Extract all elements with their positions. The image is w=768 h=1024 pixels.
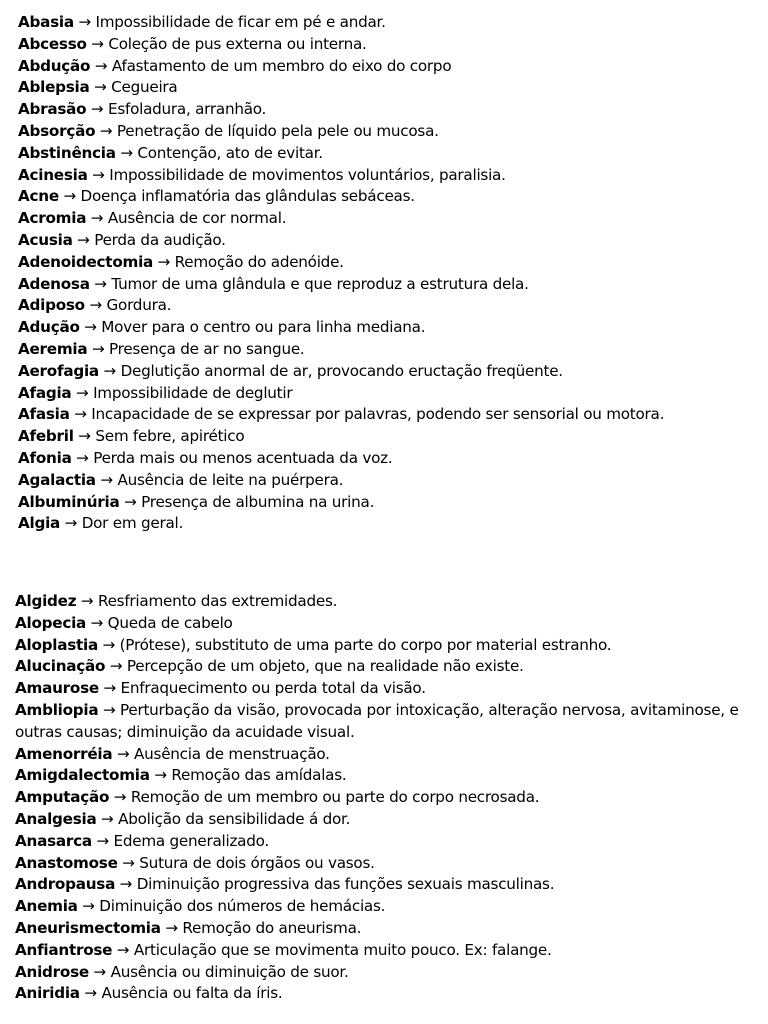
glossary-entry (18, 121, 758, 143)
glossary-entry (15, 765, 755, 787)
entry-term: Anemia (15, 897, 78, 916)
entry-definition: (Prótese), substituto de uma parte do corpo por material estranho. (119, 635, 612, 654)
arrow-icon: → (63, 187, 76, 206)
entry-term: Ablepsia (18, 78, 90, 97)
glossary-entry (18, 448, 758, 470)
entry-term: Adiposo (18, 296, 85, 315)
entry-definition: Enfraquecimento ou perda total da visão. (120, 679, 426, 698)
entry-term: Amenorréia (15, 744, 113, 763)
glossary-entry (18, 230, 758, 252)
arrow-icon: → (103, 361, 116, 380)
entry-definition: Doença inflamatória das glândulas sebáceas. (80, 187, 415, 206)
arrow-icon: → (78, 13, 91, 31)
entry-term: Anastomose (15, 853, 118, 872)
glossary-entry (18, 404, 758, 426)
arrow-icon: → (109, 657, 123, 676)
arrow-icon: → (157, 252, 171, 271)
entry-term: Aniridia (15, 984, 80, 1003)
glossary-entry (15, 678, 755, 700)
entry-term: Ambliopia (15, 700, 99, 719)
entry-definition: Diminuição dos números de hemácias. (99, 897, 386, 916)
entry-definition: Perda da audição. (94, 230, 226, 249)
entry-definition: Impossibilidade de deglutir (93, 383, 293, 402)
arrow-icon: → (99, 121, 113, 140)
entry-term: Analgesia (15, 809, 97, 828)
entry-definition: Incapacidade de se expressar por palavras, podendo ser sensorial ou motora. (91, 405, 665, 424)
arrow-icon: → (154, 766, 167, 785)
entry-term: Albuminúria (18, 492, 120, 511)
arrow-icon: → (94, 56, 108, 75)
entry-definition: Ausência ou falta da íris. (101, 984, 283, 1003)
glossary-entry (18, 143, 758, 165)
entry-definition: Presença de ar no sangue. (109, 339, 305, 358)
glossary-entry (18, 56, 758, 78)
arrow-icon: → (89, 296, 102, 315)
entry-term: Acromia (18, 209, 87, 228)
arrow-icon: → (91, 34, 104, 53)
glossary-entry (15, 809, 755, 831)
arrow-icon: → (91, 339, 105, 358)
arrow-icon: → (64, 514, 78, 533)
entry-term: Abcesso (18, 34, 87, 53)
entry-definition: Esfoladura, arranhão. (107, 100, 267, 119)
arrow-icon: → (90, 613, 104, 632)
glossary-entry (18, 361, 758, 383)
entry-definition: Diminuição progressiva das funções sexuais masculinas. (136, 875, 555, 894)
entry-definition: Contenção, ato de evitar. (137, 143, 323, 162)
entry-definition: Ausência de leite na puérpera. (117, 470, 344, 489)
arrow-icon: → (122, 853, 135, 872)
entry-definition: Sutura de dois órgãos ou vasos. (139, 853, 375, 872)
arrow-icon: → (116, 744, 130, 763)
entry-term: Adenoidectomia (18, 252, 154, 271)
glossary-entry (18, 12, 758, 34)
entry-definition: Presença de albumina na urina. (141, 492, 375, 511)
glossary-entry (18, 492, 758, 514)
entry-term: Anfiantrose (15, 940, 113, 959)
entry-term: Adução (18, 318, 80, 337)
arrow-icon: → (74, 405, 87, 424)
entry-term: Alucinação (15, 657, 106, 676)
arrow-icon: → (77, 230, 90, 249)
glossary-entry (18, 252, 758, 274)
entry-definition: Edema generalizado. (113, 831, 269, 850)
entry-term: Amputação (15, 788, 110, 807)
glossary-entry (15, 635, 755, 657)
arrow-icon: → (84, 984, 97, 1003)
glossary-entry (18, 77, 758, 99)
entry-term: Algia (18, 514, 61, 533)
arrow-icon: → (76, 383, 89, 402)
arrow-icon: → (92, 165, 105, 184)
arrow-icon: → (165, 918, 178, 937)
glossary-entry (18, 165, 758, 187)
arrow-icon: → (93, 962, 106, 981)
glossary-entry (18, 274, 758, 296)
entry-term: Absorção (18, 121, 96, 140)
glossary-entry (15, 591, 755, 613)
arrow-icon: → (102, 700, 116, 719)
entry-definition: Remoção das amídalas. (171, 766, 347, 785)
entry-term: Andropausa (15, 875, 116, 894)
glossary-entry (18, 470, 758, 492)
glossary-entry (18, 99, 758, 121)
arrow-icon: → (116, 940, 130, 959)
arrow-icon: → (103, 679, 116, 698)
entry-term: Afonia (18, 448, 72, 467)
glossary-entry (18, 383, 758, 405)
glossary-entry (15, 896, 755, 918)
arrow-icon: → (76, 448, 89, 467)
glossary-section-2 (15, 591, 755, 1005)
entry-term: Aneurismectomia (15, 918, 161, 937)
entry-term: Afasia (18, 405, 70, 424)
glossary-entry (15, 656, 755, 678)
entry-definition: Gordura. (106, 296, 172, 315)
entry-definition: Percepção de um objeto, que na realidade não existe. (126, 657, 524, 676)
glossary-entry (18, 339, 758, 361)
arrow-icon: → (94, 78, 107, 97)
arrow-icon: → (90, 209, 104, 228)
entry-term: Aloplastia (15, 635, 98, 654)
arrow-icon: → (119, 875, 133, 894)
glossary-entry (18, 426, 758, 448)
entry-term: Abdução (18, 56, 91, 75)
glossary-entry (18, 317, 758, 339)
entry-term: Aerofagia (18, 361, 99, 380)
entry-definition: Impossibilidade de ficar em pé e andar. (95, 13, 386, 31)
entry-definition: Ausência de cor normal. (107, 209, 287, 228)
entry-definition: Perda mais ou menos acentuada da voz. (93, 448, 393, 467)
arrow-icon: → (78, 427, 91, 446)
entry-term: Adenosa (18, 274, 90, 293)
arrow-icon: → (100, 470, 113, 489)
arrow-icon: → (90, 100, 104, 119)
glossary-entry (15, 853, 755, 875)
entry-term: Amigdalectomia (15, 766, 150, 785)
glossary-entry (15, 983, 755, 1005)
entry-definition: Tumor de uma glândula e que reproduz a estrutura dela. (111, 274, 529, 293)
glossary-section-1 (18, 12, 758, 535)
entry-definition: Remoção do adenóide. (174, 252, 344, 271)
entry-term: Abrasão (18, 100, 87, 119)
arrow-icon: → (120, 143, 133, 162)
arrow-icon: → (80, 592, 94, 610)
entry-definition: Ausência ou diminuição de suor. (110, 962, 349, 981)
entry-term: Afagia (18, 383, 72, 402)
arrow-icon: → (124, 492, 137, 511)
entry-definition: Coleção de pus externa ou interna. (108, 34, 367, 53)
glossary-entry (15, 831, 755, 853)
glossary-entry (18, 186, 758, 208)
entry-definition: Ausência de menstruação. (134, 744, 330, 763)
entry-definition: Deglutição anormal de ar, provocando eructação freqüente. (120, 361, 563, 380)
glossary-entry (15, 874, 755, 896)
entry-term: Amaurose (15, 679, 99, 698)
entry-definition: Perturbação da visão, provocada por intoxicação, alteração nervosa, avitaminose, e outras causas; diminuição da acuidade visual. (15, 700, 739, 741)
arrow-icon: → (94, 274, 107, 293)
entry-term: Acne (18, 187, 59, 206)
entry-definition: Impossibilidade de movimentos voluntários, paralisia. (109, 165, 506, 184)
entry-term: Acinesia (18, 165, 88, 184)
entry-definition: Remoção do aneurisma. (182, 918, 362, 937)
entry-definition: Penetração de líquido pela pele ou mucosa. (116, 121, 439, 140)
arrow-icon: → (113, 788, 127, 807)
glossary-entry (15, 940, 755, 962)
glossary-entry (18, 34, 758, 56)
entry-definition: Abolição da sensibilidade á dor. (118, 809, 351, 828)
entry-definition: Resfriamento das extremidades. (97, 592, 338, 610)
entry-term: Abstinência (18, 143, 116, 162)
arrow-icon: → (102, 635, 116, 654)
glossary-entry (15, 962, 755, 984)
glossary-entry (15, 787, 755, 809)
glossary-entry (18, 295, 758, 317)
entry-term: Alopecia (15, 613, 87, 632)
entry-term: Anidrose (15, 962, 89, 981)
entry-definition: Mover para o centro ou para linha mediana. (101, 318, 426, 337)
entry-term: Abasia (18, 13, 74, 31)
glossary-entry (15, 918, 755, 940)
entry-definition: Dor em geral. (81, 514, 184, 533)
glossary-entry (15, 613, 755, 635)
entry-term: Agalactia (18, 470, 96, 489)
entry-term: Afebril (18, 427, 74, 446)
entry-definition: Sem febre, apirético (95, 427, 245, 446)
entry-definition: Articulação que se movimenta muito pouco. Ex: falange. (133, 940, 552, 959)
entry-definition: Queda de cabelo (107, 613, 233, 632)
entry-definition: Remoção de um membro ou parte do corpo necrosada. (130, 788, 540, 807)
glossary-entry (18, 513, 758, 535)
entry-term: Aeremia (18, 339, 88, 358)
arrow-icon: → (82, 897, 95, 916)
entry-term: Acusia (18, 230, 73, 249)
entry-definition: Afastamento de um membro do eixo do corpo (111, 56, 452, 75)
glossary-entry (15, 744, 755, 766)
arrow-icon: → (101, 809, 114, 828)
entry-term: Anasarca (15, 831, 92, 850)
entry-definition: Cegueira (111, 78, 178, 97)
arrow-icon: → (84, 318, 97, 337)
glossary-entry (15, 700, 755, 744)
arrow-icon: → (96, 831, 109, 850)
glossary-entry (18, 208, 758, 230)
entry-term: Algidez (15, 592, 77, 610)
